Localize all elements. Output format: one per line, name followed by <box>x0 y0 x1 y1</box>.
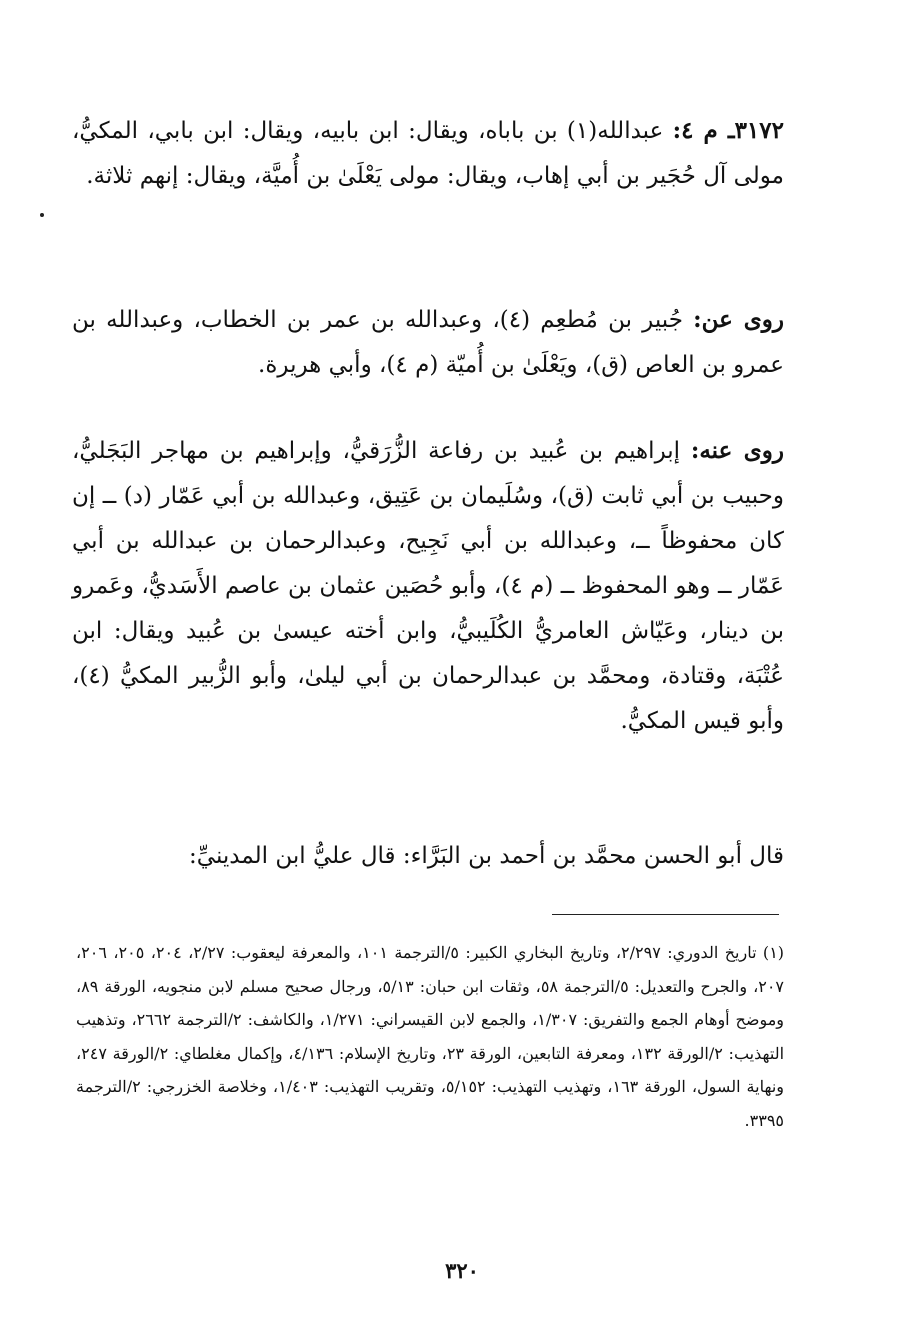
quote-text: قال أبو الحسن محمَّد بن أحمد بن البَرَّاء: قال عليُّ ابن المدينيِّ: <box>189 843 784 869</box>
entry-text: عبدالله(١) بن باباه، ويقال: ابن بابيه، ويقال: ابن بابي، المكيُّ، مولى آل حُجَير بن أبي إهاب، ويقال: مولى يَعْلَىٰ بن أُميَّة، ويقال: إنهم ثلاثة. <box>72 118 784 189</box>
footnotes <box>76 936 784 1137</box>
entry-paragraph <box>72 108 784 199</box>
footnote-divider <box>552 914 779 915</box>
narrated-by-paragraph <box>72 428 784 744</box>
quote-paragraph <box>72 834 784 879</box>
page-number: ٣٢٠ <box>445 1258 479 1283</box>
narrated-by-label: روى عنه: <box>690 437 784 464</box>
narrated-by-text: إبراهيم بن عُبيد بن رفاعة الزُّرَقيُّ، وإبراهيم بن مهاجر البَجَليُّ، وحبيب بن أبي ثابت (ق)، وسُلَيمان بن عَتِيق، وعبدالله بن أبي عَمّار (د) ــ إن كان محفوظاً ــ، وعبدالله بن أبي نَجِيح، وعبدالرحمان بن عبدالله بن أبي عَمّار ــ وهو المحفوظ ــ (م ٤)، وأبو حُصَين عثمان بن عاصم الأَسَديُّ، وعَمرو بن دينار، وعَيّاش العامريُّ الكُلَيبيُّ، وابن أخته عيسىٰ بن عُبيد ويقال: ابن عُتْبَة، وقتادة، ومحمَّد بن عبدالرحمان بن أبي ليلىٰ، وأبو الزُّبير المكيُّ (٤)، وأبو قيس المكيُّ. <box>72 438 784 734</box>
narrated-from-text: جُبير بن مُطعِم (٤)، وعبدالله بن عمر بن الخطاب، وعبدالله بن عمرو بن العاص (ق)، ويَعْلَىٰ بن أُميّة (م ٤)، وأبي هريرة. <box>72 307 784 378</box>
stray-dot <box>40 213 44 217</box>
entry-number: ٣١٧٢ـ م ٤: <box>672 117 784 144</box>
narrated-from-paragraph <box>72 297 784 388</box>
footnote-1: (١) تاريخ الدوري: ٢/٢٩٧، وتاريخ البخاري الكبير: ٥/الترجمة ١٠١، والمعرفة ليعقوب: ٢/٢٧، ٢٠٤، ٢٠٥، ٢٠٦، ٢٠٧، والجرح والتعديل: ٥/الترجمة ٥٨، وثقات ابن حبان: ٥/١٣، ورجال صحيح مسلم لابن منجويه، الورقة ٨٩، وموضح أوهام الجمع والتفريق: ١/٣٠٧، والجمع لابن القيسراني: ١/٢٧١، والكاشف: ٢/الترجمة ٢٦٦٢، وتذهيب التهذيب: ٢/الورقة ١٣٢، ومعرفة التابعين، الورقة ٢٣، وتاريخ الإسلام: ٤/١٣٦، وإكمال مغلطاي: ٢/الورقة ٢٤٧، ونهاية السول، الورقة ١٦٣، وتهذيب التهذيب: ٥/١٥٢، وتقريب التهذيب: ١/٤٠٣، وخلاصة الخزرجي: ٢/الترجمة ٣٣٩٥. <box>76 943 785 1130</box>
narrated-from-label: روى عن: <box>693 306 784 333</box>
